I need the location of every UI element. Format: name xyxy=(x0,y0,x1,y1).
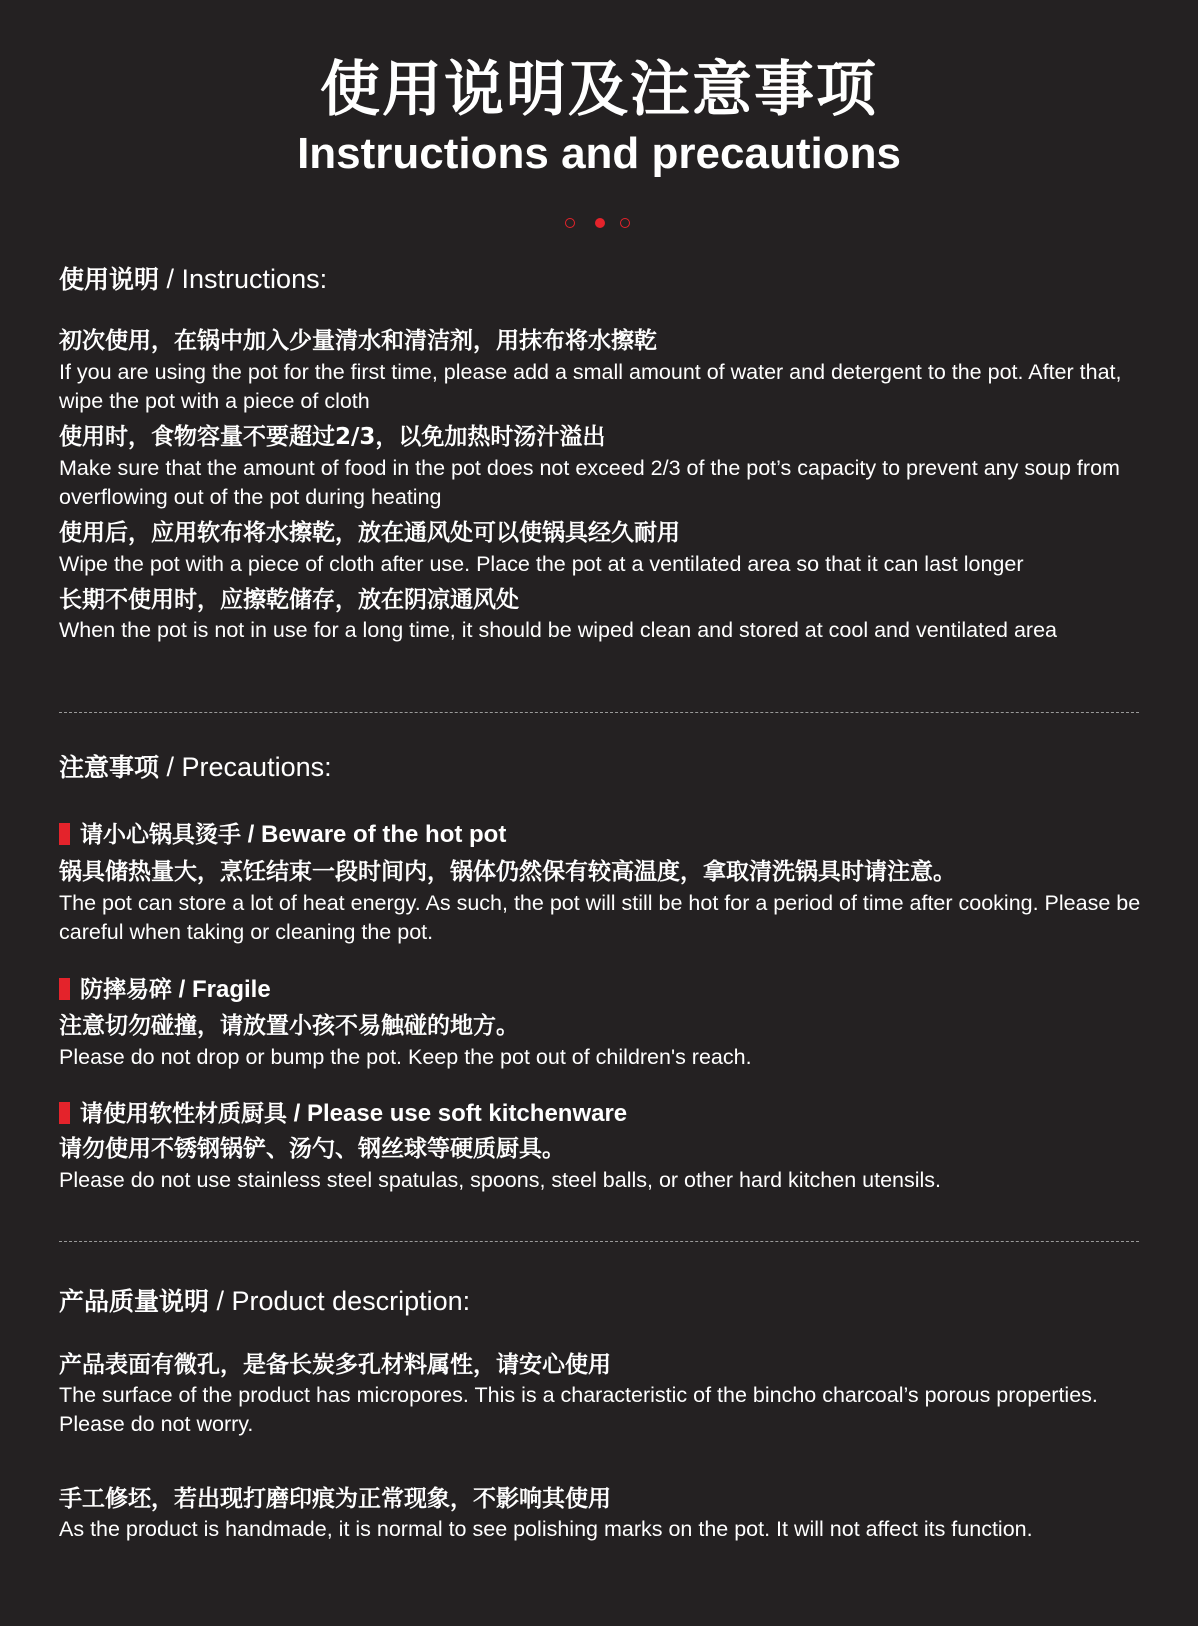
precautions-heading-cn: 注意事项 xyxy=(59,753,160,782)
instruction-3-en: Wipe the pot with a piece of cloth after use. Place the pot at a ventilated area so that it can last longer xyxy=(59,552,1024,576)
precaution-3-title xyxy=(59,1099,627,1129)
red-bullet-bar xyxy=(59,978,70,1000)
precaution-2-cn: 注意切勿碰撞，请放置小孩不易触碰的地方。 xyxy=(59,1013,519,1039)
instruction-4-cn: 长期不使用时，应擦乾储存，放在阴凉通风处 xyxy=(59,587,519,613)
precaution-3-cn: 请勿使用不锈钢锅铲、汤勺、钢丝球等硬质厨具。 xyxy=(59,1136,565,1162)
precaution-2-title xyxy=(59,975,271,1005)
red-bullet-bar xyxy=(59,1102,70,1124)
page-title-en: Instructions and precautions xyxy=(297,129,901,178)
product-1-en: The surface of the product has micropores. This is a characteristic of the bincho charcoal’s porous properties. Please do not worry. xyxy=(59,1383,1098,1436)
precaution-2-en: Please do not drop or bump the pot. Keep the pot out of children's reach. xyxy=(59,1045,752,1069)
precaution-1-title xyxy=(59,820,506,850)
instruction-1-cn: 初次使用，在锅中加入少量清水和清洁剂，用抹布将水擦乾 xyxy=(59,328,657,354)
instruction-2-en: Make sure that the amount of food in the pot does not exceed 2/3 of the pot’s capacity to prevent any soup from overflowing out of the pot during heating xyxy=(59,456,1120,509)
product-heading xyxy=(59,1285,470,1318)
precaution-3-title-cn: 请使用软性材质厨具 xyxy=(80,1101,287,1127)
page-dot-2-active xyxy=(595,218,605,228)
precautions-heading xyxy=(59,751,332,784)
instructions-heading-en: / Instructions: xyxy=(159,264,328,294)
page-dot-1 xyxy=(565,218,575,228)
page-dot-3 xyxy=(620,218,630,228)
red-bullet-bar xyxy=(59,823,70,845)
page-indicator xyxy=(565,218,635,234)
product-2-en: As the product is handmade, it is normal to see polishing marks on the pot. It will not affect its function. xyxy=(59,1517,1033,1541)
precaution-1-en: The pot can store a lot of heat energy. As such, the pot will still be hot for a period of time after cooking. Please be careful when taking or cleaning the pot. xyxy=(59,891,1141,944)
instruction-1-en: If you are using the pot for the first time, please add a small amount of water and detergent to the pot. After that, wipe the pot with a piece of cloth xyxy=(59,360,1122,413)
precautions-heading-en: / Precautions: xyxy=(159,752,332,782)
instruction-3-cn: 使用后，应用软布将水擦乾，放在通风处可以使锅具经久耐用 xyxy=(59,520,680,546)
precaution-1-title-cn: 请小心锅具烫手 xyxy=(80,822,241,848)
instruction-2-cn: 使用时，食物容量不要超过2/3，以免加热时汤汁溢出 xyxy=(59,424,606,450)
section-divider-2 xyxy=(59,1241,1139,1242)
precaution-2-title-cn: 防摔易碎 xyxy=(80,977,172,1003)
product-1-cn: 产品表面有微孔，是备长炭多孔材料属性，请安心使用 xyxy=(59,1352,611,1378)
instruction-4-en: When the pot is not in use for a long time, it should be wiped clean and stored at cool and ventilated area xyxy=(59,618,1057,642)
precaution-3-title-en: / Please use soft kitchenware xyxy=(287,1100,628,1127)
precaution-3-en: Please do not use stainless steel spatulas, spoons, steel balls, or other hard kitchen utensils. xyxy=(59,1168,942,1192)
precaution-2-title-en: / Fragile xyxy=(172,976,271,1003)
precaution-1-cn: 锅具储热量大，烹饪结束一段时间内，锅体仍然保有较高温度，拿取清洗锅具时请注意。 xyxy=(59,859,956,885)
product-heading-cn: 产品质量说明 xyxy=(59,1287,210,1316)
instructions-heading xyxy=(59,263,327,296)
product-heading-en: / Product description: xyxy=(209,1286,471,1316)
section-divider-1 xyxy=(59,712,1139,713)
product-2-cn: 手工修坯，若出现打磨印痕为正常现象，不影响其使用 xyxy=(59,1486,611,1512)
precaution-1-title-en: / Beware of the hot pot xyxy=(241,821,507,848)
page-title-cn: 使用说明及注意事项 xyxy=(320,55,878,125)
instructions-heading-cn: 使用说明 xyxy=(59,265,160,294)
